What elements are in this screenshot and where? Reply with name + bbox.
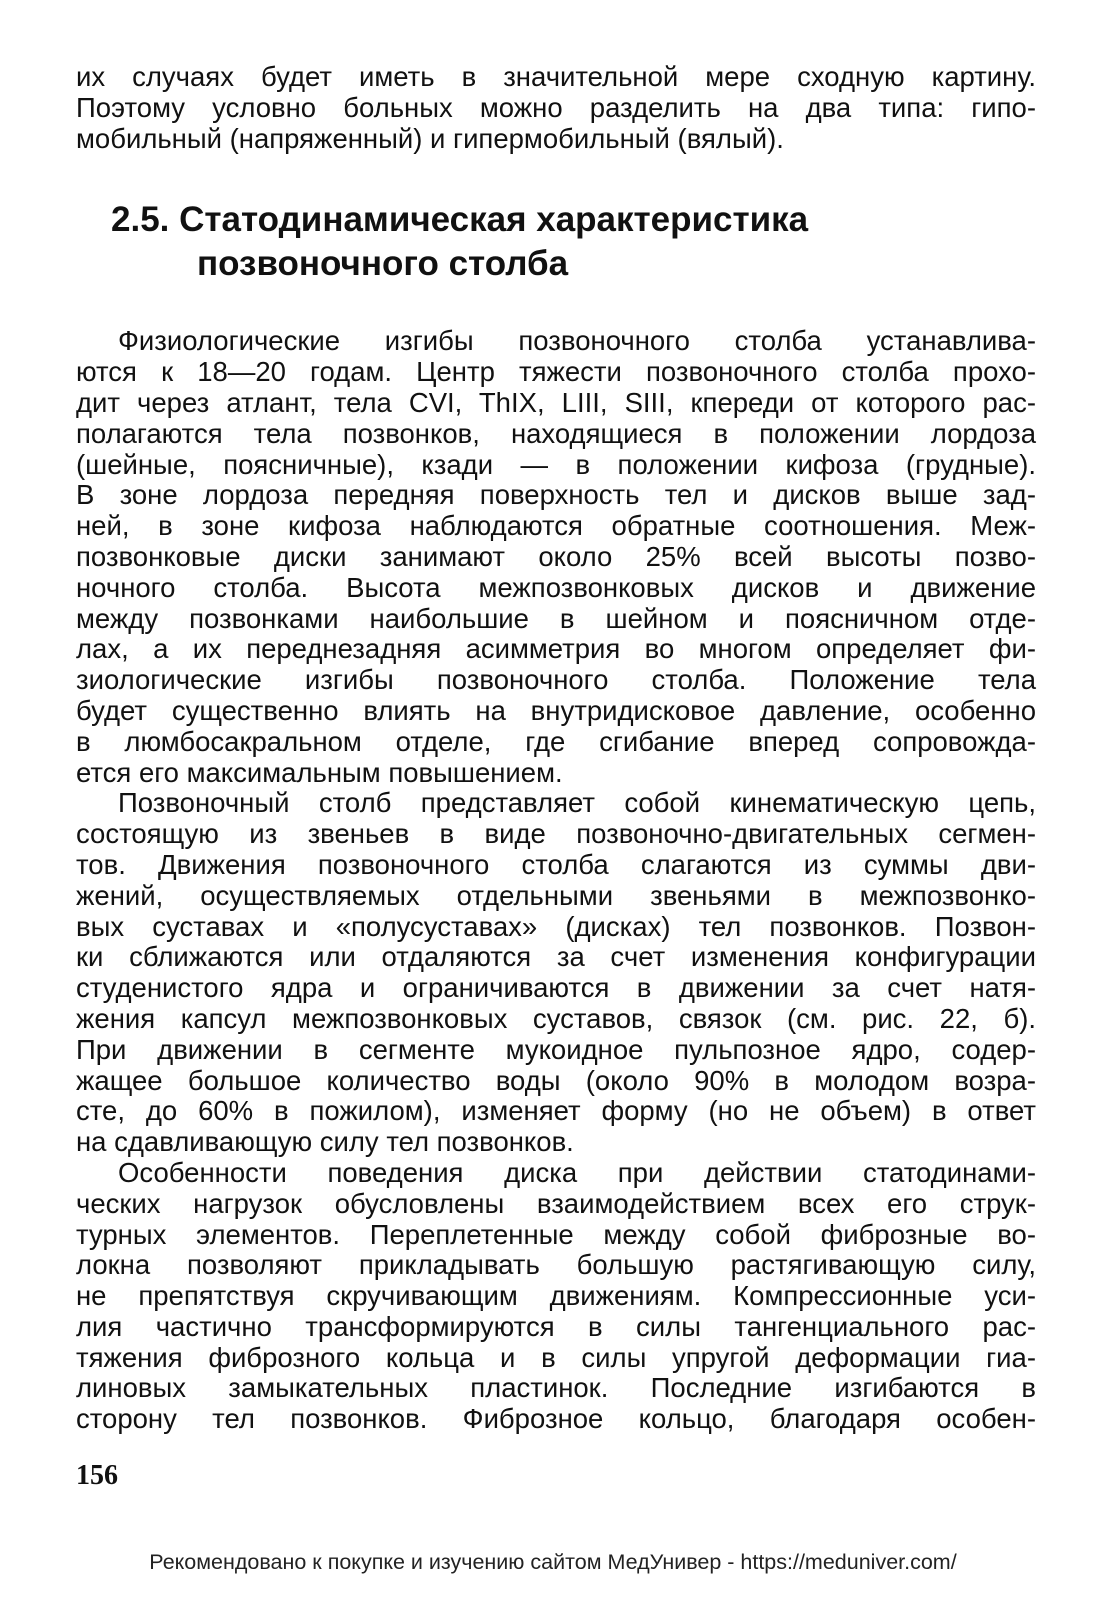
text-line: вых суставах и «полусуставах» (дисках) тел позвонков. Позвон- [76, 910, 1036, 942]
text-line: локна позволяют прикладывать большую растягивающую силу, [76, 1249, 1036, 1281]
text-line: ночного столба. Высота межпозвонковых дисков и движение [76, 571, 1036, 603]
text-line: на сдавливающую силу тел позвонков. [76, 1126, 574, 1158]
text-line: турных элементов. Переплетенные между собой фиброзные во- [76, 1218, 1036, 1250]
text-line: При движении в сегменте мукоидное пульпозное ядро, содер- [76, 1033, 1036, 1065]
section-heading [76, 198, 1036, 286]
text-line: дит через атлант, тела CVI, ThIX, LIII, SIII, кпереди от которого рас- [76, 386, 1036, 418]
text-line: в люмбосакральном отделе, где сгибание вперед сопровожда- [76, 725, 1036, 757]
text-line: полагаются тела позвонков, находящиеся в положении лордоза [76, 417, 1036, 449]
text-line: их случаях будет иметь в значительной мере сходную картину. [76, 61, 1036, 92]
text-line: позвонковые диски занимают около 25% всей высоты позво- [76, 540, 1036, 572]
text-line: лах, а их переднезадняя асимметрия во многом определяет фи- [76, 633, 1036, 665]
text-line: лия частично трансформируются в силы тангенциального рас- [76, 1310, 1036, 1342]
text-line: Поэтому условно больных можно разделить на два типа: гипо- [76, 91, 1036, 123]
section-heading-line: 2.5. Статодинамическая характеристика [111, 200, 809, 240]
paragraph-3 [76, 1158, 1036, 1435]
text-line: студенистого ядра и ограничиваются в движении за счет натя- [76, 972, 1036, 1004]
text-line: тов. Движения позвоночного столба слагаются из суммы дви- [76, 848, 1036, 880]
intro-text [76, 62, 1036, 154]
page-body [76, 62, 1036, 1435]
text-line: не препятствуя скручивающим движениям. Компрессионные уси- [76, 1280, 1036, 1312]
section-heading-line: позвоночного столба [197, 244, 569, 284]
text-line: линовых замыкательных пластинок. Последние изгибаются в [76, 1372, 1036, 1404]
text-line: зиологические изгибы позвоночного столба. Положение тела [76, 664, 1036, 696]
page-number: 156 [76, 1460, 118, 1491]
text-line: сте, до 60% в пожилом), изменяет форму (но не объем) в ответ [76, 1095, 1036, 1127]
text-line: ется его максимальным повышением. [76, 756, 563, 788]
text-line: сторону тел позвонков. Фиброзное кольцо, благодаря особен- [76, 1403, 1036, 1435]
text-line: ки сближаются или отдаляются за счет изменения конфигурации [76, 941, 1036, 973]
text-line: ются к 18—20 годам. Центр тяжести позвоночного столба прохо- [76, 356, 1036, 388]
text-line: (шейные, поясничные), кзади — в положении кифоза (грудные). [76, 448, 1036, 480]
text-line: Особенности поведения диска при действии статодинами- [118, 1156, 1036, 1188]
text-line: жения капсул межпозвонковых суставов, связок (см. рис. 22, б). [76, 1002, 1036, 1034]
text-line: мобильный (напряженный) и гипермобильный (вялый). [76, 122, 784, 154]
paragraph-2 [76, 788, 1036, 1158]
text-line: жащее большое количество воды (около 90% в молодом возра- [76, 1064, 1036, 1096]
text-line: Физиологические изгибы позвоночного столба устанавлива- [118, 325, 1036, 357]
text-line: В зоне лордоза передняя поверхность тел и дисков выше зад- [76, 479, 1036, 511]
text-line: будет существенно влиять на внутридисковое давление, особенно [76, 694, 1036, 726]
text-line: между позвонками наибольшие в шейном и поясничном отде- [76, 602, 1036, 634]
footer-watermark: Рекомендовано к покупке и изучению сайтом МедУнивер - https://meduniver.com/ [149, 1550, 957, 1574]
text-line: тяжения фиброзного кольца и в силы упругой деформации гиа- [76, 1341, 1036, 1373]
paragraph-1 [76, 326, 1036, 788]
text-line: Позвоночный столб представляет собой кинематическую цепь, [118, 787, 1036, 819]
text-line: ней, в зоне кифоза наблюдаются обратные соотношения. Меж- [76, 510, 1036, 542]
text-line: состоящую из звеньев в виде позвоночно-двигательных сегмен- [76, 818, 1036, 850]
text-line: жений, осуществляемых отдельными звеньями в межпозвонко- [76, 879, 1036, 911]
text-line: ческих нагрузок обусловлены взаимодействием всех его струк- [76, 1187, 1036, 1219]
